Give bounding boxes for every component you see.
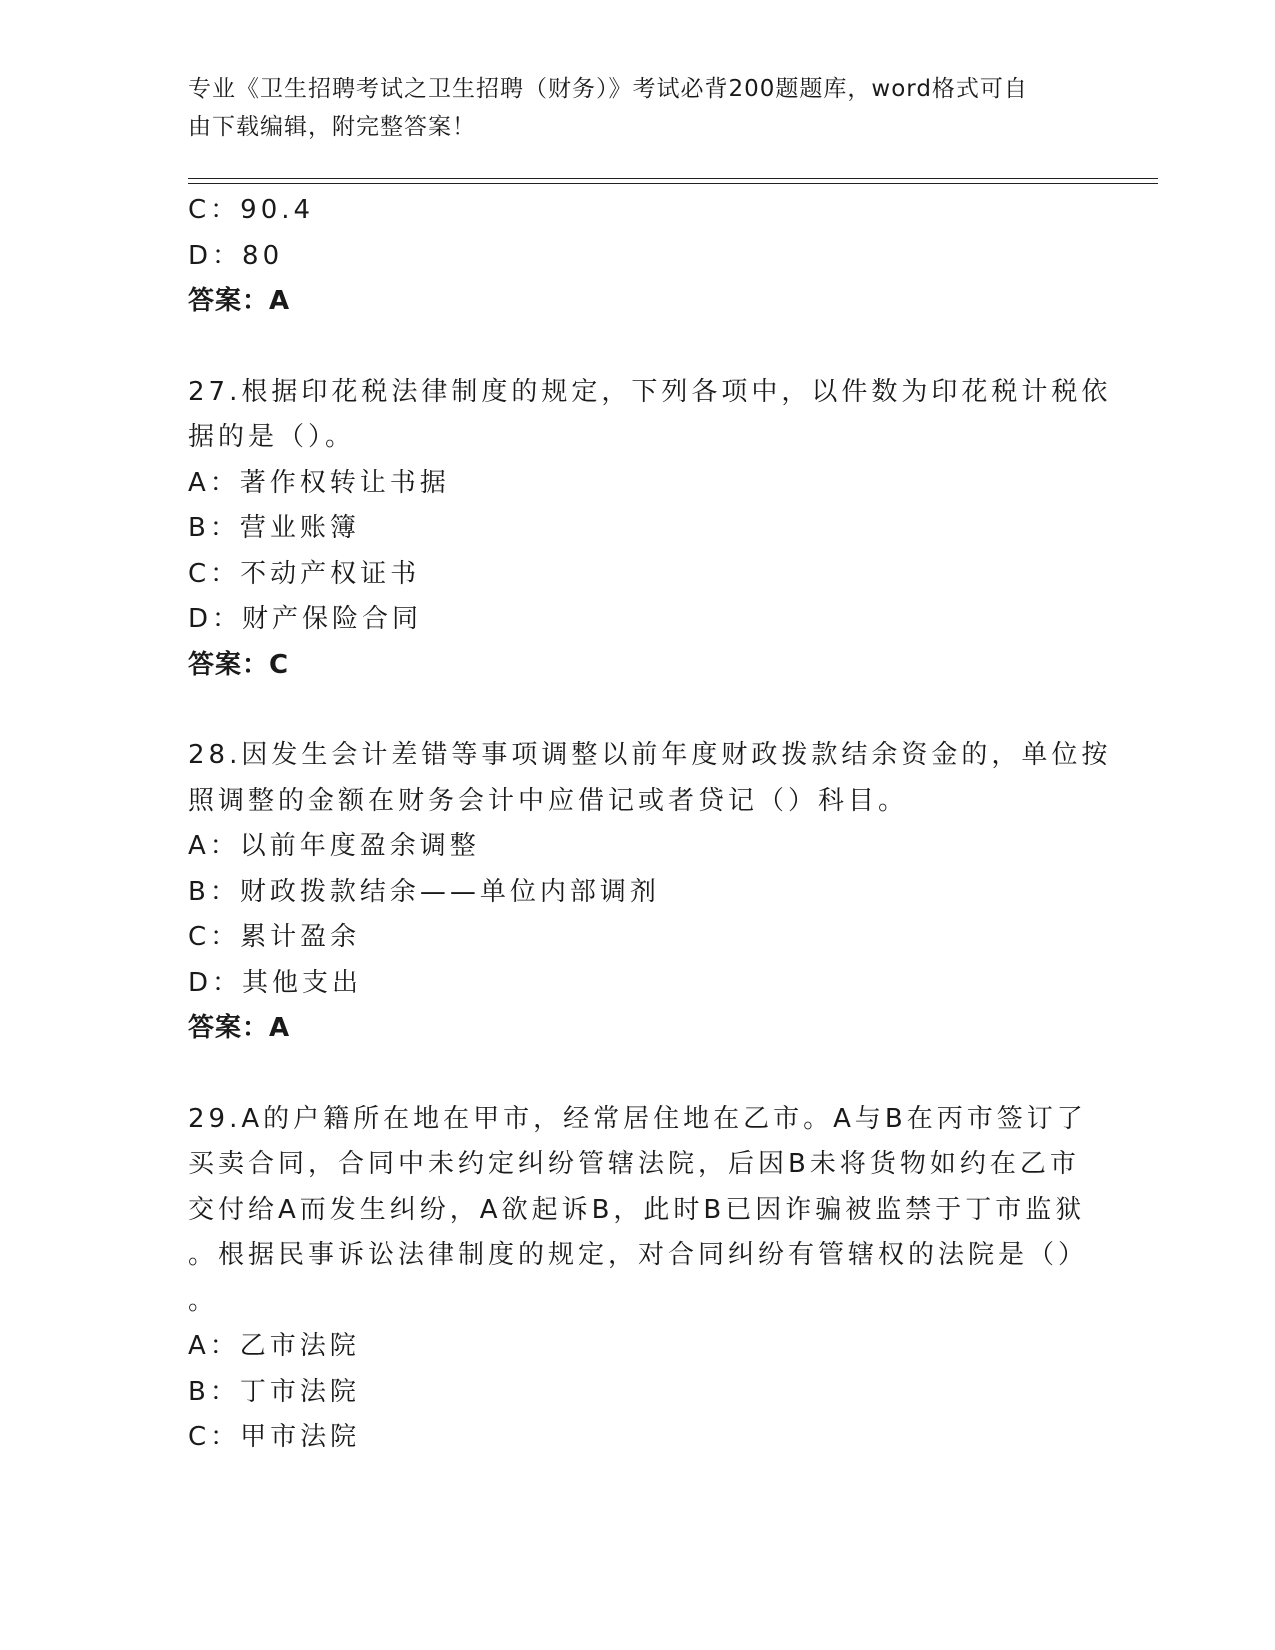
option-a: A：以前年度盈余调整 <box>188 831 480 861</box>
option-d: D：财产保险合同 <box>188 604 423 634</box>
question-stem: 买卖合同，合同中未约定纠纷管辖法院，后因B未将货物如约在乙市 <box>188 1149 1080 1179</box>
spacer <box>188 325 1088 370</box>
question-stem: 。 <box>188 1285 219 1316</box>
option-d: D：80 <box>188 240 284 271</box>
question-stem: 29.A的户籍所在地在甲市，经常居住地在乙市。A与B在丙市签订了 <box>188 1103 1087 1134</box>
spacer <box>188 1052 1088 1097</box>
question-stem: 。根据民事诉讼法律制度的规定，对合同纠纷有管辖权的法院是（） <box>188 1240 1089 1270</box>
question-28 <box>188 733 1112 1052</box>
option-b: B：丁市法院 <box>188 1376 360 1407</box>
option-b: B：营业账簿 <box>188 513 360 543</box>
answer: 答案：A <box>188 1013 291 1043</box>
question-27 <box>188 370 1112 689</box>
option-d: D：其他支出 <box>188 967 363 998</box>
option-a: A：乙市法院 <box>188 1331 360 1361</box>
question-26-fragment <box>188 188 1088 325</box>
document-header <box>188 70 1068 146</box>
header-divider-bottom <box>188 183 1158 184</box>
header-line-2: 由下载编辑，附完整答案！ <box>188 114 476 140</box>
question-stem: 27.根据印花税法律制度的规定，下列各项中，以件数为印花税计税依 <box>188 376 1112 407</box>
option-a: A：著作权转让书据 <box>188 467 450 498</box>
option-b: B：财政拨款结余——单位内部调剂 <box>188 876 660 907</box>
header-line-1: 专业《卫生招聘考试之卫生招聘（财务）》考试必背200题题库，word格式可自 <box>188 76 1028 102</box>
question-stem: 交付给A而发生纠纷，A欲起诉B，此时B已因诈骗被监禁于丁市监狱 <box>188 1194 1086 1225</box>
header-divider-top <box>188 178 1158 179</box>
option-c: C：甲市法院 <box>188 1422 361 1452</box>
option-c: C：不动产权证书 <box>188 558 421 589</box>
option-c: C：90.4 <box>188 195 315 225</box>
option-c: C：累计盈余 <box>188 922 361 952</box>
question-list <box>188 188 1112 1461</box>
answer: 答案：C <box>188 649 290 680</box>
question-stem: 照调整的金额在财务会计中应借记或者贷记（）科目。 <box>188 785 909 816</box>
question-stem: 28.因发生会计差错等事项调整以前年度财政拨款结余资金的，单位按 <box>188 740 1112 770</box>
question-29 <box>188 1097 1088 1461</box>
answer: 答案：A <box>188 286 291 316</box>
spacer <box>188 688 1088 733</box>
question-stem: 据的是（）。 <box>188 422 356 452</box>
